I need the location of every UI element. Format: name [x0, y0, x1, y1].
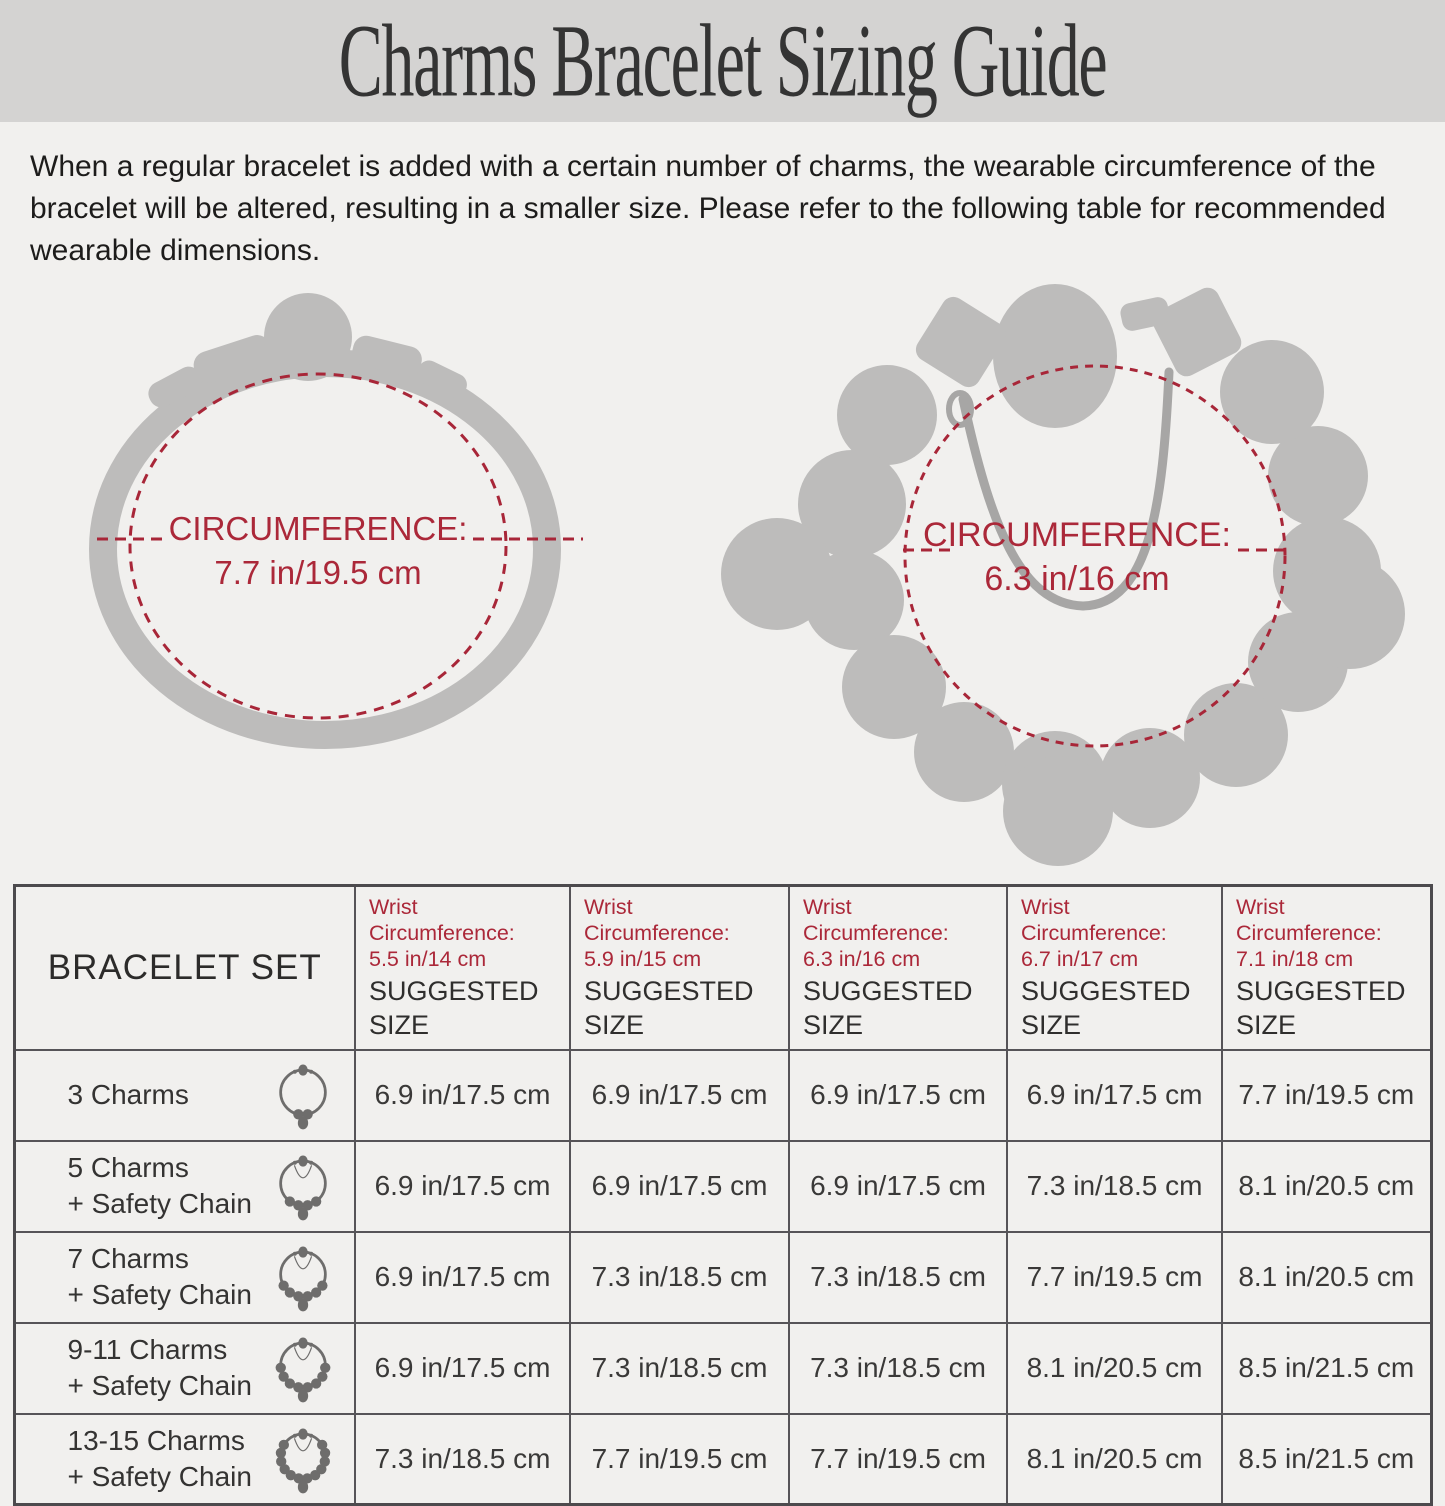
table-row — [14, 1050, 1431, 1141]
top-bead — [993, 284, 1117, 428]
size-cell: 7.7 in/19.5 cm — [789, 1414, 1007, 1505]
size-cell: 6.9 in/17.5 cm — [355, 1232, 570, 1323]
size-cell: 6.9 in/17.5 cm — [789, 1050, 1007, 1141]
bracelet-set-icon — [260, 1052, 346, 1138]
wrist-column-header: Wrist Circumference: 6.3 in/16 cm SUGGESTED SIZE — [789, 886, 1007, 1050]
circumference-label: CIRCUMFERENCE: — [923, 516, 1231, 554]
size-cell: 7.3 in/18.5 cm — [355, 1414, 570, 1505]
bracelet-band — [103, 363, 547, 735]
size-cell: 7.7 in/19.5 cm — [570, 1414, 789, 1505]
table-header-row — [14, 886, 1431, 1050]
size-cell: 7.3 in/18.5 cm — [570, 1323, 789, 1414]
table-row — [14, 1323, 1431, 1414]
size-cell: 6.9 in/17.5 cm — [355, 1141, 570, 1232]
bracelet-set-cell: 5 Charms + Safety Chain — [14, 1141, 355, 1232]
size-cell: 8.1 in/20.5 cm — [1222, 1141, 1431, 1232]
plain-bracelet-illustration — [35, 284, 615, 784]
table-row — [14, 1141, 1431, 1232]
bracelet-set-header: BRACELET SET — [14, 886, 355, 1050]
bracelet-set-icon — [260, 1143, 346, 1229]
sizing-table — [13, 884, 1433, 1506]
dangle-charm — [721, 518, 833, 630]
size-cell: 6.9 in/17.5 cm — [570, 1141, 789, 1232]
charm-bracelet-illustration — [705, 274, 1415, 894]
size-cell: 6.9 in/17.5 cm — [355, 1050, 570, 1141]
size-cell: 8.1 in/20.5 cm — [1007, 1414, 1222, 1505]
bracelet-set-icon — [260, 1416, 346, 1502]
size-cell: 7.7 in/19.5 cm — [1222, 1050, 1431, 1141]
illustrations-section — [0, 272, 1445, 884]
table-row — [14, 1232, 1431, 1323]
size-cell: 8.5 in/21.5 cm — [1222, 1414, 1431, 1505]
wrist-column-header: Wrist Circumference: 6.7 in/17 cm SUGGESTED SIZE — [1007, 886, 1222, 1050]
wrist-column-header: Wrist Circumference: 5.5 in/14 cm SUGGESTED SIZE — [355, 886, 570, 1050]
wrist-column-header: Wrist Circumference: 7.1 in/18 cm SUGGESTED SIZE — [1222, 886, 1431, 1050]
wrist-column-header: Wrist Circumference: 5.9 in/15 cm SUGGESTED SIZE — [570, 886, 789, 1050]
bracelet-set-cell: 9-11 Charms + Safety Chain — [14, 1323, 355, 1414]
table-row — [14, 1414, 1431, 1505]
page-title: Charms Bracelet Sizing Guide — [338, 2, 1107, 119]
size-cell: 6.9 in/17.5 cm — [570, 1050, 789, 1141]
dangle-charm — [1295, 559, 1405, 669]
size-cell: 8.1 in/20.5 cm — [1222, 1232, 1431, 1323]
bracelet-set-cell: 7 Charms + Safety Chain — [14, 1232, 355, 1323]
circumference-value: 6.3 in/16 cm — [984, 560, 1170, 598]
dangle-charm — [1003, 756, 1113, 866]
bracelet-set-cell: 3 Charms — [14, 1050, 355, 1141]
bracelet-set-icon — [260, 1234, 346, 1320]
size-cell: 7.3 in/18.5 cm — [1007, 1141, 1222, 1232]
bracelet-set-cell: 13-15 Charms + Safety Chain — [14, 1414, 355, 1505]
intro-paragraph: When a regular bracelet is added with a certain number of charms, the wearable circumference of the bracelet will be altered, resulting in a smaller size. Please refer to the following table for recommended wearable dimensions. — [30, 150, 1386, 267]
size-cell: 7.3 in/18.5 cm — [789, 1323, 1007, 1414]
size-cell: 6.9 in/17.5 cm — [1007, 1050, 1222, 1141]
circumference-value: 7.7 in/19.5 cm — [214, 554, 422, 591]
size-cell: 7.7 in/19.5 cm — [1007, 1232, 1222, 1323]
size-cell: 8.5 in/21.5 cm — [1222, 1323, 1431, 1414]
bracelet-set-icon — [260, 1325, 346, 1411]
size-cell: 6.9 in/17.5 cm — [355, 1323, 570, 1414]
size-cell: 8.1 in/20.5 cm — [1007, 1323, 1222, 1414]
circumference-label: CIRCUMFERENCE: — [168, 510, 468, 547]
size-cell: 7.3 in/18.5 cm — [570, 1232, 789, 1323]
clasp-bead — [264, 293, 352, 381]
header-band — [0, 0, 1445, 122]
size-cell: 7.3 in/18.5 cm — [789, 1232, 1007, 1323]
size-cell: 6.9 in/17.5 cm — [789, 1141, 1007, 1232]
